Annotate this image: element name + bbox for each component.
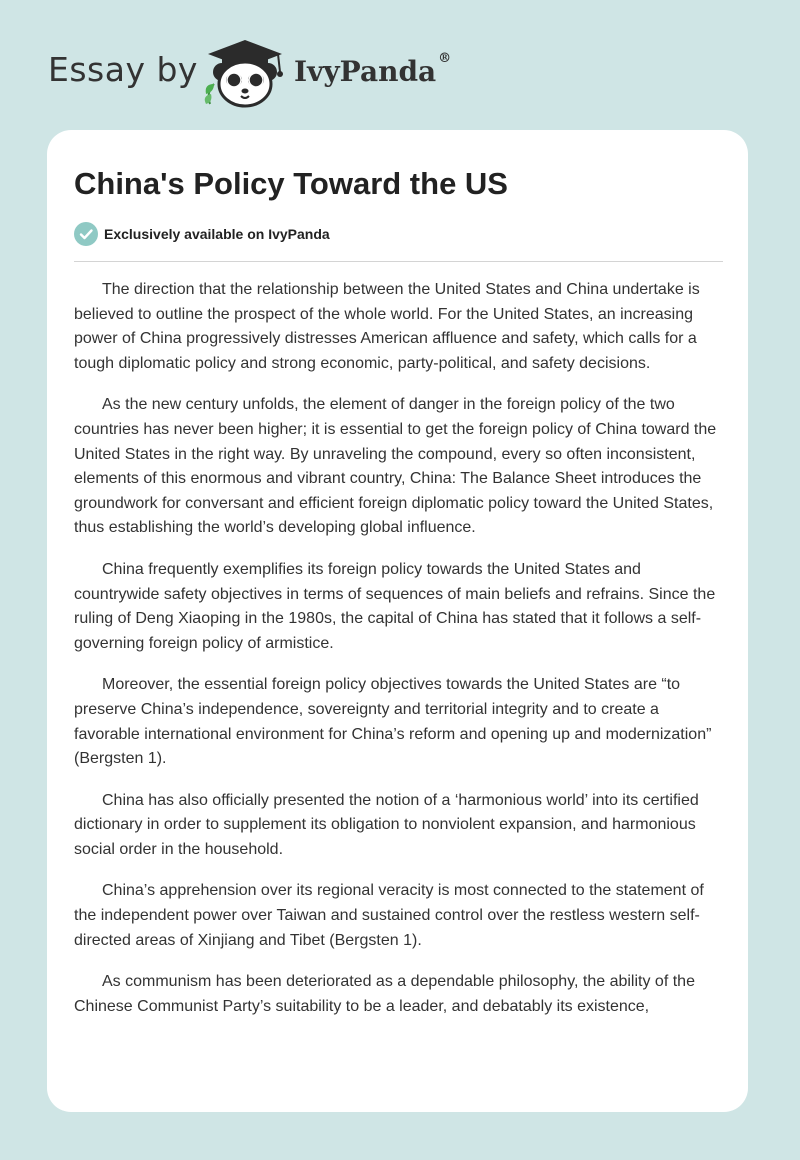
divider xyxy=(74,261,723,262)
essay-paragraph: The direction that the relationship between the United States and China undertake is believed to outline the prospect of the whole world. For the United States, an increasing power of China progressively distresses American affluence and safety, which calls for a tough diplomatic policy and strong economic, party-political, and safety decisions. xyxy=(74,281,700,372)
essay-paragraph: As the new century unfolds, the element of danger in the foreign policy of the two countries has never been higher; it is essential to get the foreign policy of China toward the United States in the right way. By unraveling the compound, every so often inconsistent, elements of this enormous and vibrant country, China: The Balance Sheet introduces the groundwork for conversant and efficient foreign diplomatic policy toward the United States, thus establishing the world’s developing global influence. xyxy=(74,396,717,537)
essay-paragraph: Moreover, the essential foreign policy objectives towards the United States are “to preserve China’s independence, sovereignty and territorial integrity and to create a favorable international environment for China’s reform and opening up and modernization” (Bergsten 1). xyxy=(74,676,712,768)
essay-paragraph: China’s apprehension over its regional veracity is most connected to the statement of the independent power over Taiwan and sustained control over the restless western self-directed areas of Xinjiang and Tibet (Bergsten 1). xyxy=(74,882,704,949)
essay-paragraph: China frequently exemplifies its foreign policy towards the United States and countrywide safety objectives in terms of sequences of main beliefs and refrains. Since the ruling of Deng Xiaoping in the 1980s, the capital of China has stated that it follows a self-governing foreign policy of armistice. xyxy=(74,560,716,652)
site-header xyxy=(0,0,800,130)
essay-body xyxy=(74,278,724,1036)
registered-mark: ® xyxy=(438,51,452,66)
essay-paragraph: China has also officially presented the notion of a ‘harmonious world’ into its certified dictionary in order to supplement its obligation to nonviolent expansion, and harmonious social order in the household. xyxy=(74,791,699,858)
page-title: China's Policy Toward the US xyxy=(74,166,508,201)
brand-name[interactable] xyxy=(294,51,452,88)
brand-name-text: IvyPanda xyxy=(294,55,437,88)
exclusive-badge xyxy=(74,222,330,246)
brand-prefix: Essay by xyxy=(48,50,198,89)
check-circle-icon xyxy=(74,222,98,246)
essay-paragraph: As communism has been deteriorated as a dependable philosophy, the ability of the Chinese Communist Party’s suitability to be a leader, and debatably its existence, xyxy=(74,973,695,1015)
essay-card xyxy=(47,130,748,1112)
panda-graduate-icon[interactable] xyxy=(200,36,290,108)
exclusive-badge-label: Exclusively available on IvyPanda xyxy=(104,226,330,242)
